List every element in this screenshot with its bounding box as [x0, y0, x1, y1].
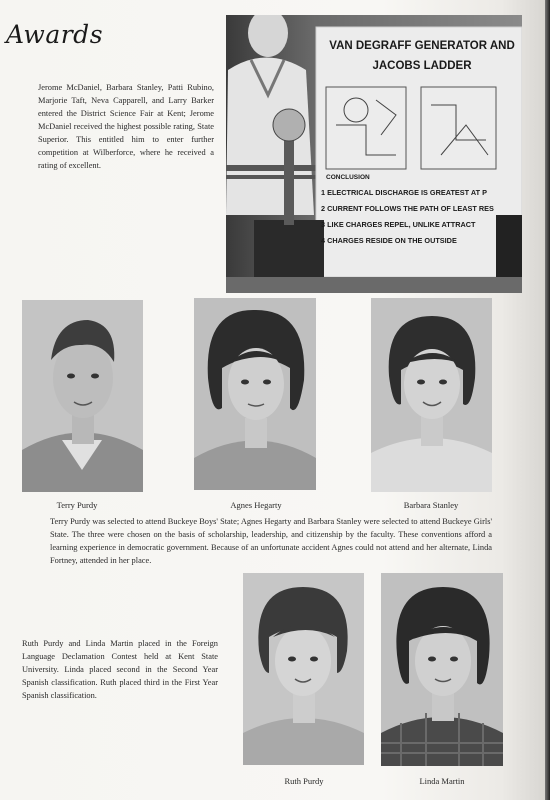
caption-agnes-hegarty: Agnes Hegarty: [230, 500, 282, 510]
poster-conclusion-2: 2 CURRENT FOLLOWS THE PATH OF LEAST RES: [321, 204, 494, 213]
portrait-linda-martin: [381, 573, 503, 766]
caption-terry-purdy: Terry Purdy: [56, 500, 98, 510]
science-fair-text: Jerome McDaniel, Barbara Stanley, Patti Rubino, Marjorie Taft, Neva Capparell, and Larry Barker entered the District Science Fair at Kent; Jerome McDaniel received the highest possible rating, State Superior. This entitled him to enter further competition at Wilberforce, where he received a rating of excellent.: [38, 83, 214, 170]
portrait-agnes-hegarty: [194, 298, 316, 490]
caption-linda-martin: Linda Martin: [419, 776, 465, 786]
poster-conclusion-heading: CONCLUSION: [326, 174, 370, 181]
poster-conclusion-1: 1 ELECTRICAL DISCHARGE IS GREATEST AT P: [321, 188, 487, 197]
poster-conclusion-4: 4 CHARGES RESIDE ON THE OUTSIDE: [321, 236, 457, 245]
poster-title-line1: VAN DEGRAFF GENERATOR AND: [329, 40, 515, 52]
science-fair-photo: [226, 15, 522, 293]
portrait-terry-purdy: [22, 300, 143, 492]
caption-ruth-purdy: Ruth Purdy: [284, 776, 324, 786]
poster-title-line2: JACOBS LADDER: [372, 60, 472, 72]
portrait-ruth-purdy: [243, 573, 364, 765]
portrait-barbara-stanley: [371, 298, 492, 492]
poster-conclusion-3: 3 LIKE CHARGES REPEL, UNLIKE ATTRACT: [321, 220, 476, 229]
caption-barbara-stanley: Barbara Stanley: [403, 500, 459, 510]
page-title: Awards: [6, 20, 104, 49]
buckeye-states-text: Terry Purdy was selected to attend Buckeye Boys' State; Agnes Hegarty and Barbara Stanley were selected to attend Buckeye Girls' State. The three were chosen on the basis of scholarship, leadership, and citizenship by the faculty. These conventions afford a learning experience in democratic government. Because of an unfortunate accident Agnes could not attend and her alternate, Linda Fortney, attended in her place.: [50, 517, 492, 565]
book-spine-shadow: [545, 0, 550, 800]
language-contest-text: Ruth Purdy and Linda Martin placed in the Foreign Language Declamation Contest held at Kent State University. Linda placed second in the Second Year Spanish classification. Ruth placed third in the First Year Spanish classification.: [22, 639, 218, 700]
